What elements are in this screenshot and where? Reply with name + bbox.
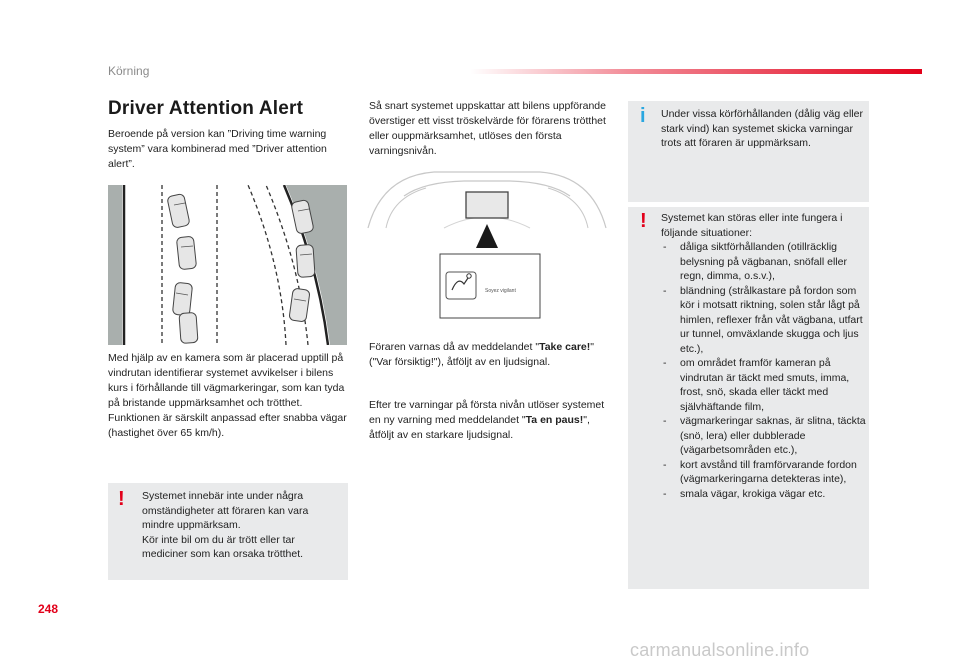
info-text: Under vissa körförhållanden (dålig väg eller stark vind) kan systemet skicka varningar trots att föraren är uppmärksam. — [661, 108, 863, 149]
warning-box-conditions — [628, 207, 869, 589]
warning-text-line1: Systemet innebär inte under några omständigheter att föraren kan vara mindre uppmärksam. — [142, 490, 309, 531]
body-paragraph — [108, 351, 353, 441]
take-care-message: Take care! — [539, 341, 591, 353]
take-break-message: Ta en paus! — [525, 414, 584, 426]
lane-drift-illustration — [108, 185, 347, 345]
warning-exclamation-icon: ! — [118, 488, 125, 510]
body-text-camera: Med hjälp av en kamera som är placerad upptill på vindrutan identifierar systemet avvikelser i bilens kurs i förhållande till vägmarkeringar, som kan tyda på bristande uppmärksamhet och trötthet. — [108, 352, 345, 409]
list-item: - kort avstånd till framförvarande fordon (vägmarkeringarna detekteras inte), — [661, 458, 867, 487]
conditions-list — [661, 240, 867, 501]
body-text-speed: Funktionen är särskilt anpassad efter snabba vägar (hastighet över 65 km/h). — [108, 412, 347, 439]
take-care-paragraph — [369, 340, 614, 370]
intro-paragraph: Beroende på version kan ”Driving time warning system” vara kombinerad med ”Driver attention alert”. — [108, 128, 327, 170]
page-number: 248 — [38, 602, 59, 616]
conditions-intro: Systemet kan störas eller inte fungera i följande situationer: — [661, 212, 843, 239]
info-icon: i — [640, 105, 646, 127]
screen-message: Soyez vigilant — [485, 288, 516, 294]
take-break-pre: Efter tre varningar på första nivån utlöser systemet en ny varning med meddelandet " — [369, 399, 605, 426]
warning-text — [142, 489, 342, 562]
info-box — [628, 101, 869, 202]
page-title: Driver Attention Alert — [108, 98, 304, 119]
take-break-paragraph — [369, 398, 614, 443]
first-level-paragraph: Så snart systemet uppskattar att bilens uppförande överstiger ett visst tröskelvärde för förarens trötthet eller ouppmärksamhet, utlöses den första varningsnivån. — [369, 100, 606, 157]
take-care-post: " ("Var försiktig!"), åtföljt av en ljudsignal. — [369, 341, 594, 368]
section-divider — [470, 69, 922, 74]
list-item: - dåliga siktförhållanden (otillräcklig belysning på vägbanan, snöfall eller regn, dimma, o.s.v.), — [661, 240, 867, 284]
list-item: - vägmarkeringar saknas, är slitna, täckta (snö, lera) eller dubblerade (vägarbetsområden etc.), — [661, 414, 867, 458]
section-title: Körning — [108, 64, 150, 78]
take-care-pre: Föraren varnas då av meddelandet " — [369, 341, 540, 353]
dashboard-alert-illustration — [364, 168, 610, 324]
list-item: - om området framför kameran på vindrutan är täckt med smuts, imma, frost, snö, skada eller täckt med självhäftande film, — [661, 356, 867, 414]
conditions-text — [661, 211, 867, 501]
warning-text-line2: Kör inte bil om du är trött eller tar mediciner som kan orsaka trötthet. — [142, 533, 304, 560]
warning-exclamation-icon: ! — [640, 210, 647, 232]
warning-box-attention — [108, 483, 348, 580]
watermark: carmanualsonline.info — [630, 640, 810, 660]
list-item: - smala vägar, krokiga vägar etc. — [661, 487, 867, 502]
take-break-post: ", åtföljt av en starkare ljudsignal. — [369, 414, 590, 441]
list-item: - bländning (strålkastare på fordon som kör i motsatt riktning, solen står lågt på himlen, reflexer från våt vägbana, utfart ur tunnel, omväxlande skugga och ljus etc.), — [661, 284, 867, 357]
